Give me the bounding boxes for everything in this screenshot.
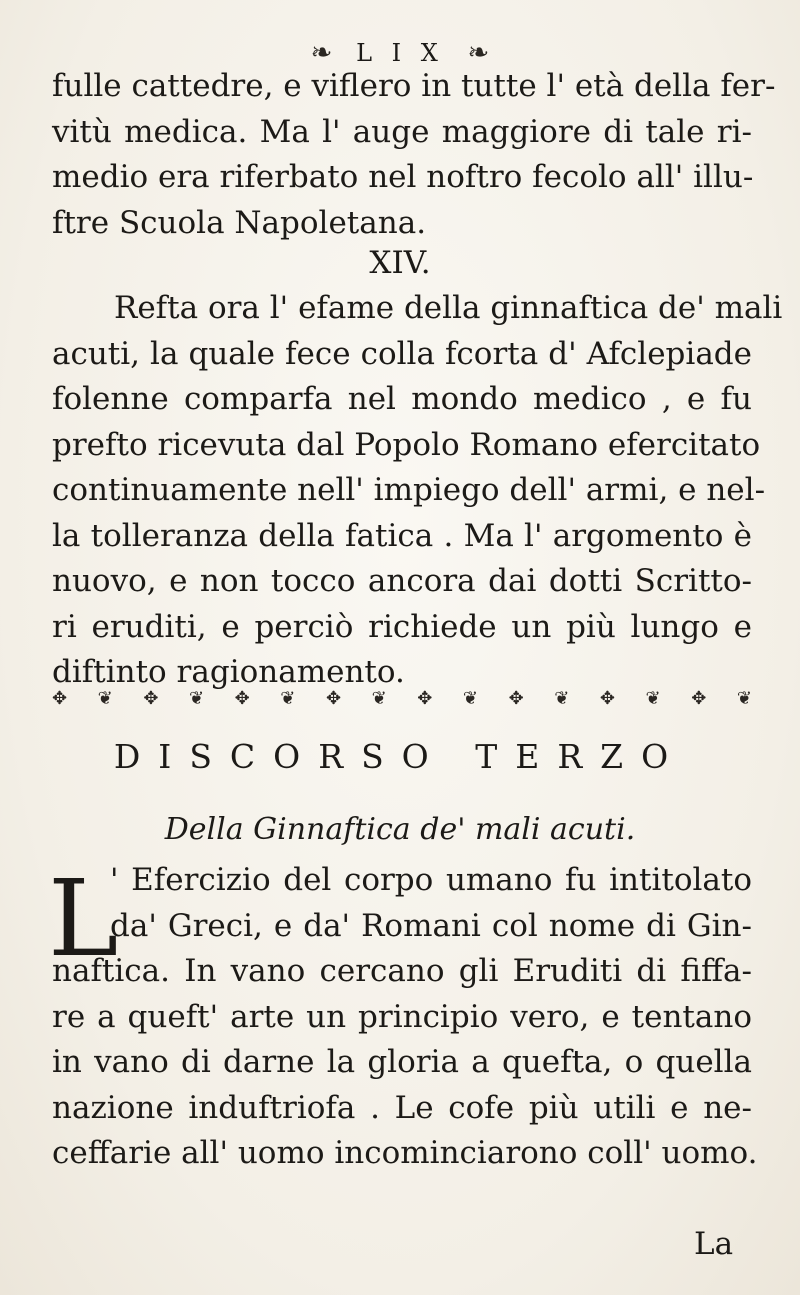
fleuron-ornament-icon: ❦ xyxy=(371,688,387,709)
text-line: fulle cattedre, e viflero in tutte l' età della fer- xyxy=(52,68,776,104)
fleuron-ornament-icon: ✥ xyxy=(325,688,342,709)
fleuron-ornament-icon: ✥ xyxy=(508,688,524,709)
text-line: da' Greci, e da' Romani col nome di Gin- xyxy=(110,907,752,944)
fleuron-ornament-icon: ❦ xyxy=(736,688,752,709)
fleuron-ornament-icon: ❦ xyxy=(97,688,113,709)
text-line: vitù medica. Ma l' auge maggiore di tale ri- xyxy=(52,113,752,150)
paragraph-1 xyxy=(52,64,776,246)
text-line: Refta ora l' efame della ginnaftica de' mali xyxy=(114,290,783,326)
text-line: continuamente nell' impiego dell' armi, e nel- xyxy=(52,472,766,508)
text-line: ftre Scuola Napoletana. xyxy=(52,204,427,241)
ornament-left-icon: ❧ xyxy=(310,38,333,68)
fleuron-ornament-icon: ✥ xyxy=(143,688,159,709)
text-line: la tolleranza della fatica . Ma l' argomento è xyxy=(52,517,752,554)
text-line: ceffarie all' uomo incominciarono coll' uomo. xyxy=(52,1135,758,1171)
discourse-subtitle: Della Ginnaftica de' mali acuti. xyxy=(164,812,636,847)
fleuron-ornament-icon: ✥ xyxy=(52,688,68,709)
paragraph-2 xyxy=(52,286,783,696)
text-line: diftinto ragionamento. xyxy=(52,654,405,690)
fleuron-ornament-icon: ✥ xyxy=(691,688,707,709)
fleuron-ornament-icon: ❦ xyxy=(188,688,205,709)
discourse-title: DISCORSO TERZO xyxy=(113,737,687,776)
text-line: prefto ricevuta dal Popolo Romano efercitato xyxy=(52,426,761,463)
text-line: medio era riferbato nel noftro fecolo all' illu- xyxy=(52,159,754,195)
fleuron-ornament-icon: ✥ xyxy=(417,688,433,709)
text-line: folenne comparfa nel mondo medico , e fu xyxy=(52,381,752,417)
drop-cap: L xyxy=(48,857,119,980)
text-line: nazione induftriofa . Le cofe più utili e ne- xyxy=(52,1089,752,1126)
section-number: XIV. xyxy=(369,245,431,281)
ornament-right-icon: ❧ xyxy=(467,38,490,68)
text-line: ri eruditi, e perciò richiede un più lungo e xyxy=(52,608,752,645)
text-line: re a queft' arte un principio vero, e tentano xyxy=(52,998,752,1035)
fleuron-ornament-icon: ✥ xyxy=(599,688,615,709)
fleuron-ornament-icon: ✥ xyxy=(234,688,250,709)
text-line: nuovo, e non tocco ancora dai dotti Scritto- xyxy=(52,563,752,599)
paragraph-3 xyxy=(52,858,758,1177)
fleuron-ornament-icon: ❦ xyxy=(554,688,570,709)
text-line: acuti, la quale fece colla fcorta d' Afclepiade xyxy=(52,335,752,372)
text-line: naftica. In vano cercano gli Eruditi di fiffa- xyxy=(52,953,752,989)
text-line: ' Efercizio del corpo umano fu intitolato xyxy=(110,862,752,898)
text-line: in vano di darne la gloria a quefta, o quella xyxy=(52,1044,752,1080)
fleuron-ornament-icon: ❦ xyxy=(280,688,296,709)
fleuron-ornament-icon: ❦ xyxy=(645,688,661,709)
fleuron-border xyxy=(52,686,752,712)
catchword: La xyxy=(694,1226,734,1262)
page-number: L I X xyxy=(356,39,444,67)
fleuron-ornament-icon: ❦ xyxy=(462,688,478,709)
